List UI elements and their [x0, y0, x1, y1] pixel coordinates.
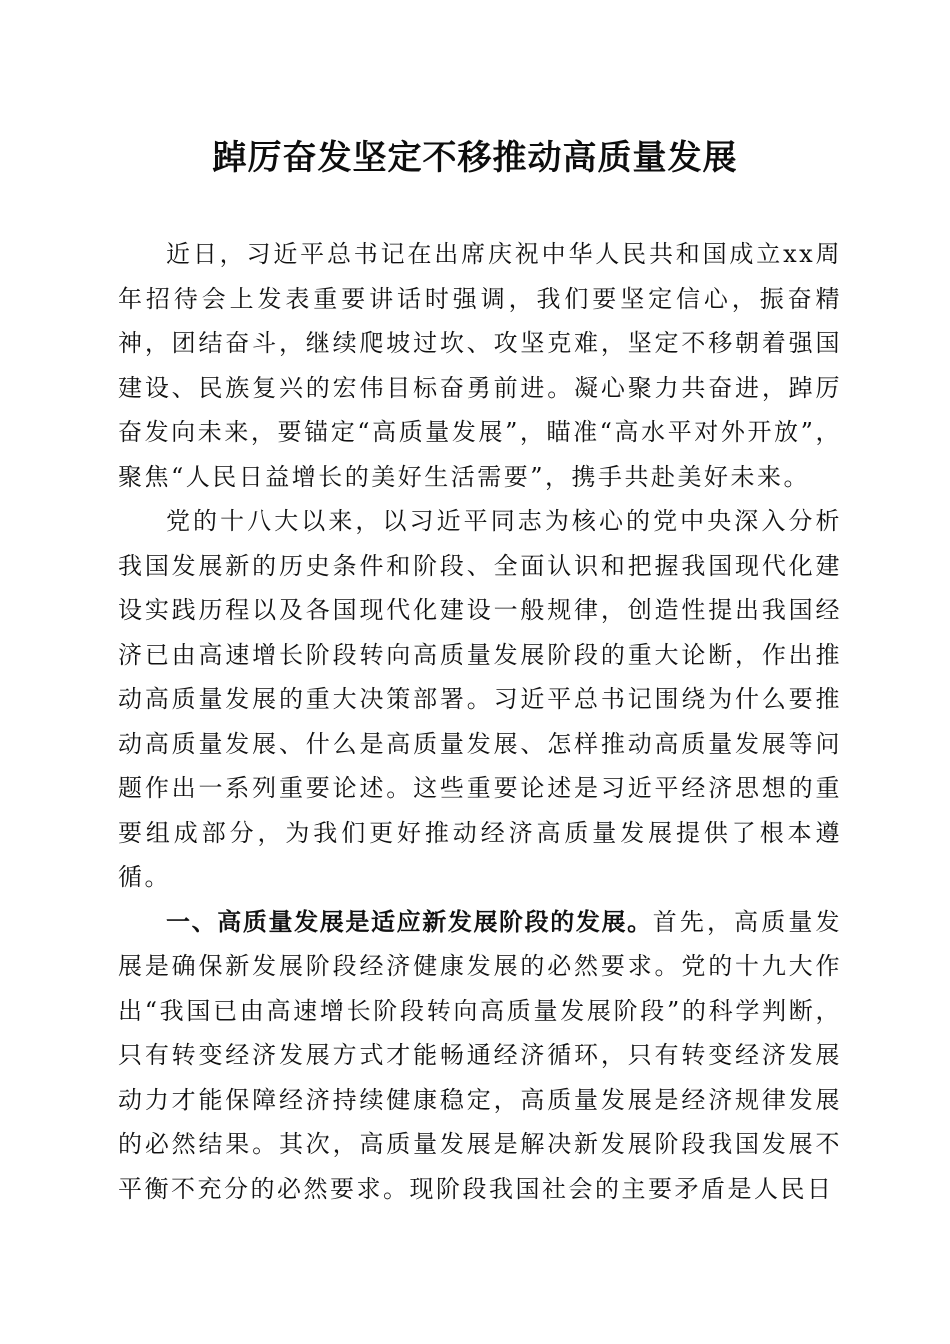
document-body: [118, 232, 842, 1211]
paragraph-1: [118, 232, 842, 499]
paragraph-3-text: 首先，高质量发展是确保新发展阶段经济健康发展的必然要求。党的十九大作出“我国已由高速增长阶段转向高质量发展阶段”的科学判断，只有转变经济发展方式才能畅通经济循环，只有转变经济发展动力才能保障经济持续健康稳定，高质量发展是经济规律发展的必然结果。其次，高质量发展是解决新发展阶段我国发展不平衡不充分的必然要求。现阶段我国社会的主要矛盾是人民日: [118, 907, 843, 1203]
paragraph-3: [118, 900, 842, 1212]
paragraph-2-text: 党的十八大以来，以习近平同志为核心的党中央深入分析我国发展新的历史条件和阶段、全面认识和把握我国现代化建设实践历程以及各国现代化建设一般规律，创造性提出我国经济已由高速增长阶段转向高质量发展阶段的重大论断，作出推动高质量发展的重大决策部署。习近平总书记围绕为什么要推动高质量发展、什么是高质量发展、怎样推动高质量发展等问题作出一系列重要论述。这些重要论述是习近平经济思想的重要组成部分，为我们更好推动经济高质量发展提供了根本遵循。: [118, 507, 842, 891]
document-title: 踔厉奋发坚定不移推动高质量发展: [212, 138, 738, 178]
paragraph-2: [118, 499, 842, 900]
paragraph-1-text: 近日，习近平总书记在出席庆祝中华人民共和国成立xx周年招待会上发表重要讲话时强调，我们要坚定信心，振奋精神，团结奋斗，继续爬坡过坎、攻坚克难，坚定不移朝着强国建设、民族复兴的宏伟目标奋勇前进。凝心聚力共奋进，踔厉奋发向未来，要锚定“高质量发展”，瞄准“高水平对外开放”，聚焦“人民日益增长的美好生活需要”，携手共赴美好未来。: [118, 240, 842, 491]
section-heading: 一、高质量发展是适应新发展阶段的发展。: [166, 907, 653, 936]
